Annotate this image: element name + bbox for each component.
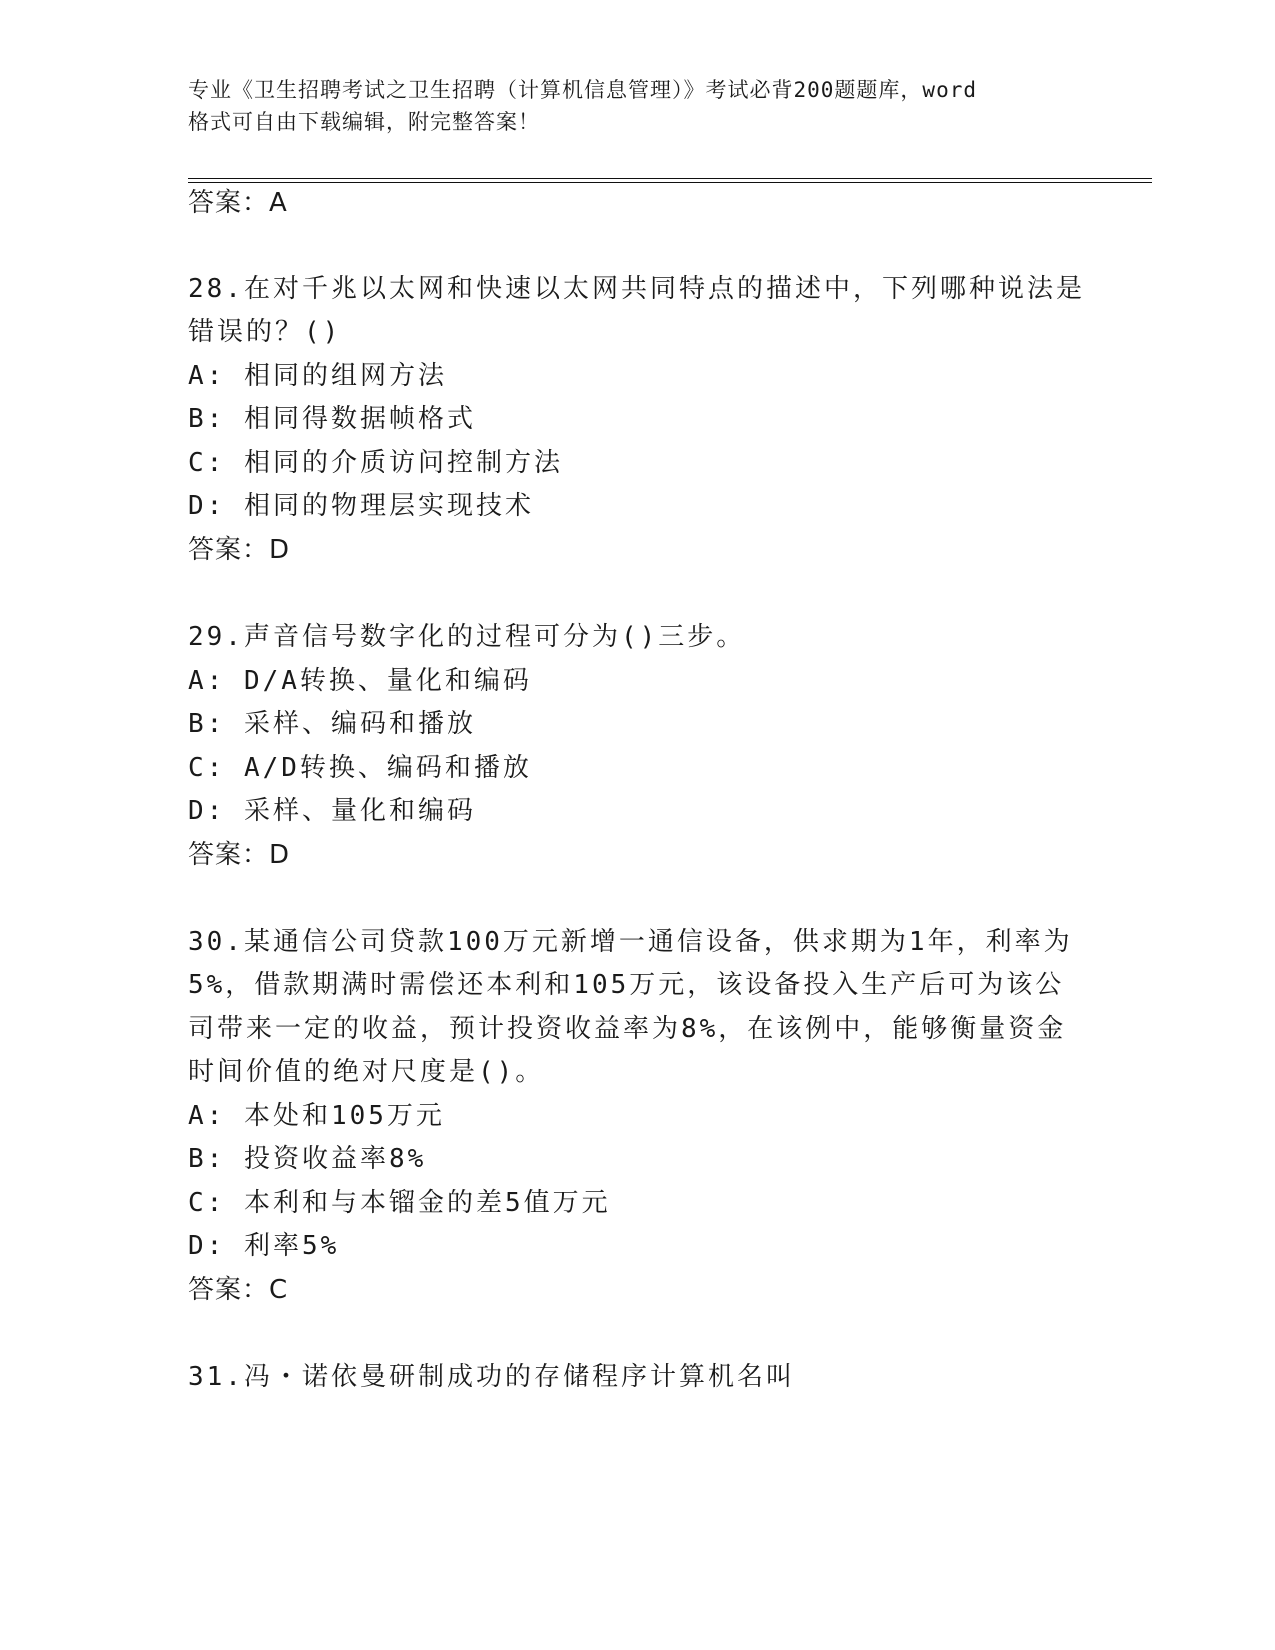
question-29-option-c: C: A/D转换、编码和播放 — [188, 753, 532, 783]
question-29-option-b: B: 采样、编码和播放 — [188, 709, 476, 739]
question-29-stem-line-1: 29.声音信号数字化的过程可分为()三步。 — [188, 622, 746, 652]
question-30-stem-line-3: 司带来一定的收益，预计投资收益率为8%，在该例中，能够衡量资金 — [188, 1014, 1067, 1044]
question-30-option-a: A: 本处和105万元 — [188, 1101, 445, 1131]
header-divider-top — [188, 178, 1152, 179]
question-30-stem-line-1: 30.某通信公司贷款100万元新增一通信设备，供求期为1年，利率为 — [188, 927, 1073, 957]
question-30-answer: 答案：C — [188, 1275, 289, 1305]
header-divider-bottom — [188, 182, 1152, 183]
question-28-answer: 答案：D — [188, 535, 291, 565]
question-30-stem-line-4: 时间价值的绝对尺度是()。 — [188, 1057, 545, 1087]
question-31-stem-line-1: 31.冯・诺依曼研制成功的存储程序计算机名叫 — [188, 1362, 795, 1392]
question-30-option-b: B: 投资收益率8% — [188, 1144, 427, 1174]
header-line-2: 格式可自由下载编辑，附完整答案！ — [188, 110, 540, 134]
header-line-1: 专业《卫生招聘考试之卫生招聘（计算机信息管理）》考试必背200题题库，word — [188, 78, 977, 102]
answer-previous: 答案：A — [188, 188, 288, 218]
question-29-option-d: D: 采样、量化和编码 — [188, 796, 476, 826]
page-header — [188, 74, 1088, 138]
question-30-option-d: D: 利率5% — [188, 1231, 340, 1261]
question-30-option-c: C: 本利和与本镏金的差5值万元 — [188, 1188, 611, 1218]
question-29-answer: 答案：D — [188, 840, 291, 870]
question-28-option-b: B: 相同得数据帧格式 — [188, 404, 476, 434]
question-28-stem-line-1: 28.在对千兆以太网和快速以太网共同特点的描述中，下列哪种说法是 — [188, 274, 1085, 304]
question-28-option-c: C: 相同的介质访问控制方法 — [188, 448, 563, 478]
question-29-option-a: A: D/A转换、量化和编码 — [188, 666, 532, 696]
question-28-option-d: D: 相同的物理层实现技术 — [188, 491, 534, 521]
question-30-stem-line-2: 5%，借款期满时需偿还本利和105万元，该设备投入生产后可为该公 — [188, 970, 1065, 1000]
question-28-stem-line-2: 错误的？() — [188, 317, 342, 347]
question-28-option-a: A: 相同的组网方法 — [188, 361, 447, 391]
